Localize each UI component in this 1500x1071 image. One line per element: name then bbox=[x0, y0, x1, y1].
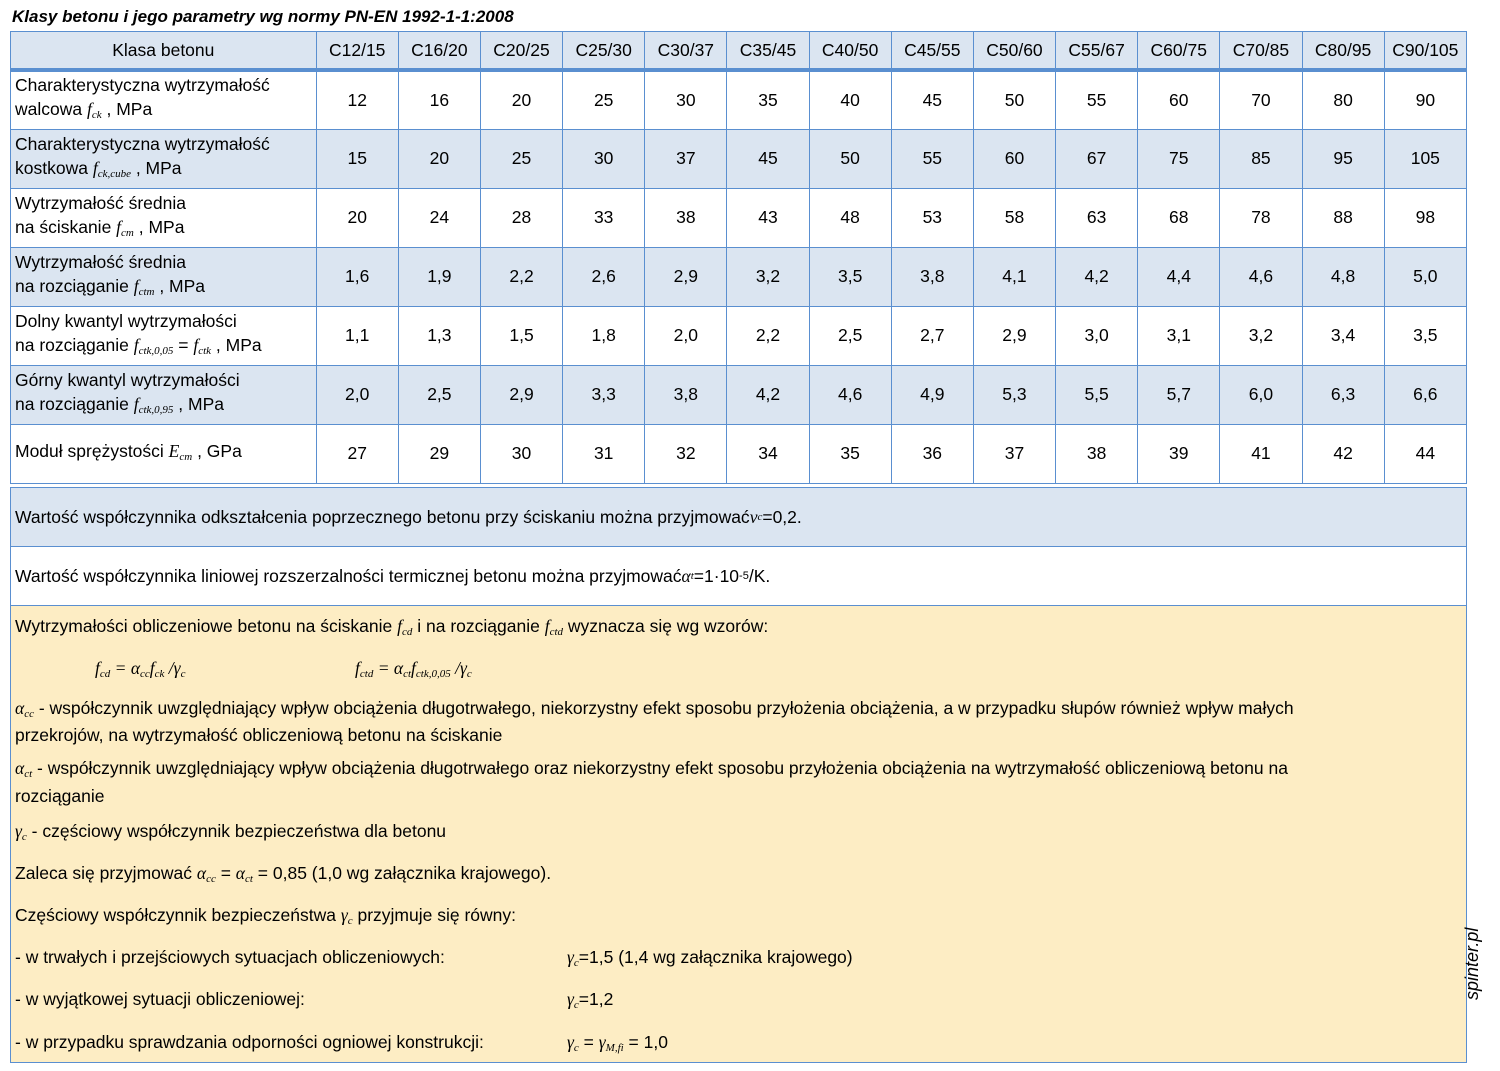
row-label: Charakterystyczna wytrzymałość kostkowa fck,cube , MPa bbox=[11, 129, 317, 188]
row-label: Górny kwantyl wytrzymałości na rozciąganie fctk,0,95 , MPa bbox=[11, 365, 317, 424]
header-class: C60/75 bbox=[1138, 32, 1220, 71]
table-cell: 40 bbox=[809, 70, 891, 129]
watermark-text: spinter.pl bbox=[1462, 927, 1482, 1000]
table-row bbox=[11, 70, 1467, 129]
table-cell: 2,2 bbox=[727, 306, 809, 365]
formula-fcd: fcd = αccfck /γc bbox=[95, 658, 186, 680]
table-cell: 78 bbox=[1220, 188, 1302, 247]
table-cell: 2,9 bbox=[973, 306, 1055, 365]
table-cell: 3,8 bbox=[891, 247, 973, 306]
table-cell: 16 bbox=[398, 70, 480, 129]
table-cell: 1,8 bbox=[563, 306, 645, 365]
table-cell: 50 bbox=[809, 129, 891, 188]
table-row bbox=[11, 129, 1467, 188]
table-header-row bbox=[11, 32, 1467, 71]
table-cell: 55 bbox=[891, 129, 973, 188]
table-cell: 1,1 bbox=[316, 306, 398, 365]
table-cell: 32 bbox=[645, 424, 727, 483]
table-cell: 35 bbox=[809, 424, 891, 483]
case1-label: - w trwałych i przejściowych sytuacjach obliczeniowych: bbox=[15, 947, 445, 967]
table-cell: 1,3 bbox=[398, 306, 480, 365]
table-cell: 34 bbox=[727, 424, 809, 483]
table-cell: 1,9 bbox=[398, 247, 480, 306]
table-cell: 38 bbox=[1056, 424, 1138, 483]
header-class: C40/50 bbox=[809, 32, 891, 71]
table-cell: 43 bbox=[727, 188, 809, 247]
table-cell: 105 bbox=[1384, 129, 1466, 188]
table-cell: 12 bbox=[316, 70, 398, 129]
table-cell: 33 bbox=[563, 188, 645, 247]
table-cell: 25 bbox=[480, 129, 562, 188]
table-cell: 38 bbox=[645, 188, 727, 247]
table-cell: 20 bbox=[480, 70, 562, 129]
row-label: Wytrzymałość średnia na ściskanie fcm , MPa bbox=[11, 188, 317, 247]
header-class: C50/60 bbox=[973, 32, 1055, 71]
header-class: C30/37 bbox=[645, 32, 727, 71]
row-label: Moduł sprężystości Ecm , GPa bbox=[11, 424, 317, 483]
design-intro: Wytrzymałości obliczeniowe betonu na ściskanie fcd i na rozciąganie fctd wyznacza się wg wzorów: bbox=[15, 616, 769, 638]
header-class: C12/15 bbox=[316, 32, 398, 71]
table-cell: 70 bbox=[1220, 70, 1302, 129]
table-cell: 5,5 bbox=[1056, 365, 1138, 424]
table-cell: 30 bbox=[563, 129, 645, 188]
table-cell: 3,0 bbox=[1056, 306, 1138, 365]
table-cell: 2,9 bbox=[645, 247, 727, 306]
table-cell: 44 bbox=[1384, 424, 1466, 483]
alpha-ct-description: αct - współczynnik uwzględniający wpływ obciążenia długotrwałego oraz niekorzystny efekt sposobu przyłożenia obciążenia na wytrzymałość obliczeniową betonu na bbox=[15, 758, 1288, 780]
table-cell: 4,8 bbox=[1302, 247, 1384, 306]
case1-value: γc=1,5 (1,4 wg załącznika krajowego) bbox=[567, 947, 853, 969]
table-cell: 4,9 bbox=[891, 365, 973, 424]
table-cell: 3,3 bbox=[563, 365, 645, 424]
table-cell: 63 bbox=[1056, 188, 1138, 247]
header-class: C45/55 bbox=[891, 32, 973, 71]
gamma-c-description: γc - częściowy współczynnik bezpieczeństwa dla betonu bbox=[15, 821, 447, 843]
table-cell: 85 bbox=[1220, 129, 1302, 188]
table-cell: 30 bbox=[645, 70, 727, 129]
design-strength-section bbox=[10, 605, 1467, 1063]
concrete-classes-table bbox=[10, 31, 1467, 484]
row-label: Wytrzymałość średnia na rozciąganie fctm , MPa bbox=[11, 247, 317, 306]
table-cell: 4,6 bbox=[809, 365, 891, 424]
row-label: Charakterystyczna wytrzymałość walcowa fck , MPa bbox=[11, 70, 317, 129]
table-cell: 4,6 bbox=[1220, 247, 1302, 306]
table-cell: 37 bbox=[645, 129, 727, 188]
table-cell: 58 bbox=[973, 188, 1055, 247]
table-cell: 98 bbox=[1384, 188, 1466, 247]
table-cell: 2,5 bbox=[809, 306, 891, 365]
table-cell: 90 bbox=[1384, 70, 1466, 129]
table-cell: 35 bbox=[727, 70, 809, 129]
table-cell: 95 bbox=[1302, 129, 1384, 188]
table-cell: 39 bbox=[1138, 424, 1220, 483]
table-cell: 60 bbox=[1138, 70, 1220, 129]
table-cell: 3,1 bbox=[1138, 306, 1220, 365]
header-class: C55/67 bbox=[1056, 32, 1138, 71]
table-cell: 67 bbox=[1056, 129, 1138, 188]
table-cell: 75 bbox=[1138, 129, 1220, 188]
table-cell: 5,0 bbox=[1384, 247, 1466, 306]
table-cell: 5,3 bbox=[973, 365, 1055, 424]
table-cell: 28 bbox=[480, 188, 562, 247]
case2-value: γc=1,2 bbox=[567, 989, 614, 1011]
header-class: C20/25 bbox=[480, 32, 562, 71]
table-cell: 4,2 bbox=[1056, 247, 1138, 306]
table-cell: 42 bbox=[1302, 424, 1384, 483]
table-cell: 2,0 bbox=[645, 306, 727, 365]
table-cell: 15 bbox=[316, 129, 398, 188]
table-cell: 41 bbox=[1220, 424, 1302, 483]
table-cell: 88 bbox=[1302, 188, 1384, 247]
table-row bbox=[11, 424, 1467, 483]
table-row bbox=[11, 188, 1467, 247]
header-class: C70/85 bbox=[1220, 32, 1302, 71]
table-cell: 1,6 bbox=[316, 247, 398, 306]
table-cell: 6,6 bbox=[1384, 365, 1466, 424]
header-class-label: Klasa betonu bbox=[11, 32, 317, 71]
table-cell: 2,5 bbox=[398, 365, 480, 424]
table-cell: 5,7 bbox=[1138, 365, 1220, 424]
header-class: C16/20 bbox=[398, 32, 480, 71]
table-cell: 3,4 bbox=[1302, 306, 1384, 365]
alpha-cc-description: αcc - współczynnik uwzględniający wpływ obciążenia długotrwałego, niekorzystny efekt sposobu przyłożenia obciążenia, a w przypadku słupów również wpływ małych bbox=[15, 698, 1294, 720]
case2-label: - w wyjątkowej sytuacji obliczeniowej: bbox=[15, 989, 305, 1009]
table-cell: 45 bbox=[727, 129, 809, 188]
case3-label: - w przypadku sprawdzania odporności ogniowej konstrukcji: bbox=[15, 1032, 484, 1052]
table-cell: 27 bbox=[316, 424, 398, 483]
table-cell: 3,5 bbox=[1384, 306, 1466, 365]
table-cell: 2,6 bbox=[563, 247, 645, 306]
table-cell: 3,8 bbox=[645, 365, 727, 424]
page-title: Klasy betonu i jego parametry wg normy PN-EN 1992-1-1:2008 bbox=[12, 7, 514, 26]
table-cell: 2,9 bbox=[480, 365, 562, 424]
table-cell: 6,0 bbox=[1220, 365, 1302, 424]
table-cell: 2,7 bbox=[891, 306, 973, 365]
table-cell: 2,2 bbox=[480, 247, 562, 306]
thermal-expansion-note: Wartość współczynnika liniowej rozszerzalności termicznej betonu można przyjmować α t =1·10 -5 /K. bbox=[10, 546, 1467, 606]
header-class: C35/45 bbox=[727, 32, 809, 71]
table-cell: 25 bbox=[563, 70, 645, 129]
table-cell: 20 bbox=[316, 188, 398, 247]
table-cell: 60 bbox=[973, 129, 1055, 188]
table-cell: 3,2 bbox=[727, 247, 809, 306]
table-cell: 4,1 bbox=[973, 247, 1055, 306]
table-row bbox=[11, 247, 1467, 306]
table-row bbox=[11, 306, 1467, 365]
table-cell: 37 bbox=[973, 424, 1055, 483]
table-cell: 55 bbox=[1056, 70, 1138, 129]
alpha-ct-description-cont: rozciąganie bbox=[15, 786, 105, 806]
table-cell: 1,5 bbox=[480, 306, 562, 365]
table-cell: 24 bbox=[398, 188, 480, 247]
formula-fctd: fctd = αctfctk,0,05 /γc bbox=[355, 658, 472, 680]
table-cell: 30 bbox=[480, 424, 562, 483]
partial-factor-line: Częściowy współczynnik bezpieczeństwa γc przyjmuje się równy: bbox=[15, 905, 517, 927]
table-cell: 80 bbox=[1302, 70, 1384, 129]
table-cell: 48 bbox=[809, 188, 891, 247]
table-cell: 20 bbox=[398, 129, 480, 188]
header-class: C80/95 bbox=[1302, 32, 1384, 71]
poisson-ratio-note: Wartość współczynnika odkształcenia poprzecznego betonu przy ściskaniu można przyjmować ν c =0,2. bbox=[10, 487, 1467, 547]
table-cell: 68 bbox=[1138, 188, 1220, 247]
table-row bbox=[11, 365, 1467, 424]
row-label: Dolny kwantyl wytrzymałości na rozciąganie fctk,0,05 = fctk , MPa bbox=[11, 306, 317, 365]
table-cell: 6,3 bbox=[1302, 365, 1384, 424]
header-class: C90/105 bbox=[1384, 32, 1466, 71]
header-class: C25/30 bbox=[563, 32, 645, 71]
table-cell: 4,4 bbox=[1138, 247, 1220, 306]
table-cell: 53 bbox=[891, 188, 973, 247]
alpha-cc-description-cont: przekrojów, na wytrzymałość obliczeniową betonu na ściskanie bbox=[15, 725, 503, 745]
table-cell: 36 bbox=[891, 424, 973, 483]
table-cell: 31 bbox=[563, 424, 645, 483]
table-cell: 2,0 bbox=[316, 365, 398, 424]
table-cell: 3,2 bbox=[1220, 306, 1302, 365]
table-cell: 4,2 bbox=[727, 365, 809, 424]
recommendation-line: Zaleca się przyjmować αcc = αct = 0,85 (1,0 wg załącznika krajowego). bbox=[15, 863, 552, 885]
table-cell: 50 bbox=[973, 70, 1055, 129]
table-cell: 3,5 bbox=[809, 247, 891, 306]
table-cell: 45 bbox=[891, 70, 973, 129]
table-cell: 29 bbox=[398, 424, 480, 483]
case3-value: γc = γM,fi = 1,0 bbox=[567, 1032, 668, 1054]
